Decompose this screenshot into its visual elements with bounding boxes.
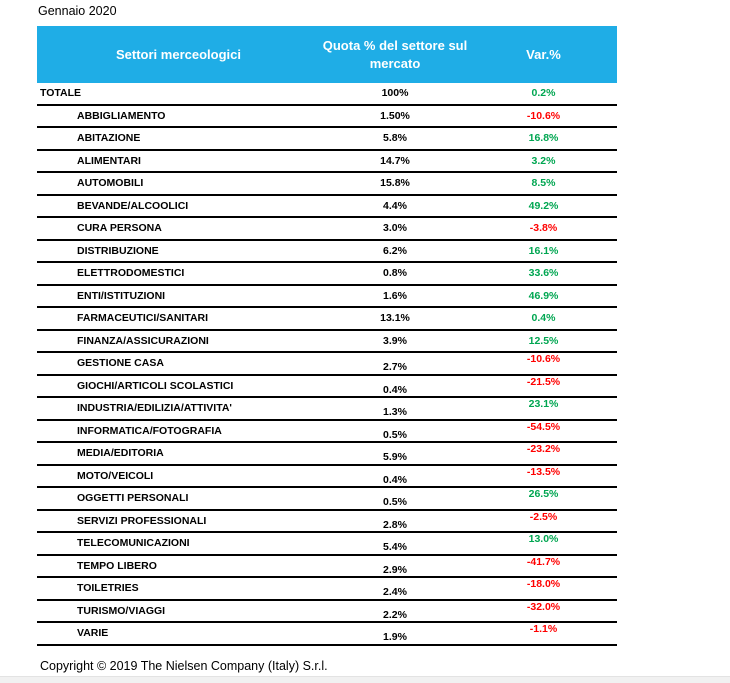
sector-quota-value: 6.2% bbox=[383, 244, 407, 257]
table-row bbox=[37, 263, 617, 286]
sector-name: ALIMENTARI bbox=[77, 154, 141, 167]
sector-name: BEVANDE/ALCOOLICI bbox=[77, 199, 189, 212]
table-row bbox=[37, 466, 617, 489]
sector-name: TELECOMUNICAZIONI bbox=[77, 537, 190, 550]
sector-name: TURISMO/VIAGGI bbox=[77, 604, 166, 617]
sector-var-value: 26.5% bbox=[528, 488, 559, 501]
sector-quota-value: 2.9% bbox=[383, 563, 407, 576]
table-row bbox=[37, 241, 617, 264]
sector-var-value: -54.5% bbox=[526, 420, 561, 433]
sector-var-value: -10.6% bbox=[526, 353, 561, 366]
table-header-row bbox=[37, 26, 617, 83]
table-row bbox=[37, 83, 617, 106]
table-row bbox=[37, 488, 617, 511]
table-row bbox=[37, 376, 617, 399]
sector-name: OGGETTI PERSONALI bbox=[77, 492, 189, 505]
sector-var-value: -21.5% bbox=[526, 375, 561, 388]
sector-var-value: -32.0% bbox=[526, 600, 561, 613]
table-row bbox=[37, 398, 617, 421]
sector-var-value: 12.5% bbox=[528, 334, 559, 347]
column-header-settori-merceologici: Settori merceologici bbox=[116, 46, 241, 62]
sector-var-value: 16.1% bbox=[528, 244, 559, 257]
sector-name: MOTO/VEICOLI bbox=[77, 469, 154, 482]
sector-name: GIOCHI/ARTICOLI SCOLASTICI bbox=[77, 379, 234, 392]
sector-name: ENTI/ISTITUZIONI bbox=[77, 289, 166, 302]
sector-quota-value: 4.4% bbox=[383, 199, 407, 212]
sector-quota-value: 1.3% bbox=[383, 406, 407, 419]
table-row bbox=[37, 173, 617, 196]
sector-name: VARIE bbox=[77, 627, 109, 640]
sector-name: TEMPO LIBERO bbox=[77, 559, 157, 572]
sector-var-value: 0.2% bbox=[531, 87, 556, 100]
sector-quota-value: 2.8% bbox=[383, 518, 407, 531]
table-row bbox=[37, 128, 617, 151]
sector-name: ABBIGLIAMENTO bbox=[77, 109, 166, 122]
table-row bbox=[37, 511, 617, 534]
copyright-text: Copyright © 2019 The Nielsen Company (Italy) S.r.l. bbox=[40, 659, 328, 673]
sector-var-value: 8.5% bbox=[531, 177, 556, 190]
table-row bbox=[37, 623, 617, 646]
sector-quota-value: 2.7% bbox=[383, 361, 407, 374]
sector-var-value: 13.0% bbox=[528, 533, 559, 546]
sector-quota-value: 2.2% bbox=[383, 608, 407, 621]
sector-quota-value: 13.1% bbox=[380, 312, 410, 325]
sector-quota-value: 3.0% bbox=[383, 222, 407, 235]
sector-quota-value: 100% bbox=[381, 87, 409, 100]
sector-name: ABITAZIONE bbox=[77, 132, 141, 145]
bottom-strip bbox=[0, 676, 730, 683]
table-row bbox=[37, 601, 617, 624]
table-row bbox=[37, 218, 617, 241]
sector-var-value: 23.1% bbox=[528, 398, 559, 411]
table-row bbox=[37, 421, 617, 444]
sector-name: INFORMATICA/FOTOGRAFIA bbox=[77, 424, 222, 437]
sector-var-value: -1.1% bbox=[529, 623, 558, 636]
table-row bbox=[37, 578, 617, 601]
sector-quota-value: 1.6% bbox=[383, 289, 407, 302]
sector-name: FINANZA/ASSICURAZIONI bbox=[77, 334, 209, 347]
sector-quota-value: 5.9% bbox=[383, 451, 407, 464]
table-row bbox=[37, 533, 617, 556]
table-row bbox=[37, 331, 617, 354]
sector-quota-value: 0.4% bbox=[383, 473, 407, 486]
table-body bbox=[37, 83, 617, 646]
sector-quota-value: 15.8% bbox=[380, 177, 410, 190]
sector-name: TOILETRIES bbox=[77, 582, 139, 595]
sector-var-value: -10.6% bbox=[526, 109, 561, 122]
table-row bbox=[37, 151, 617, 174]
column-header-var-percent: Var.% bbox=[526, 46, 561, 62]
page-title: Gennaio 2020 bbox=[38, 4, 117, 18]
sector-name: FARMACEUTICI/SANITARI bbox=[77, 312, 209, 325]
sector-quota-value: 2.4% bbox=[383, 586, 407, 599]
table-row bbox=[37, 308, 617, 331]
sector-name: TOTALE bbox=[40, 87, 82, 100]
sector-name: SERVIZI PROFESSIONALI bbox=[77, 514, 207, 527]
sector-var-value: -41.7% bbox=[526, 555, 561, 568]
sector-quota-value: 0.8% bbox=[383, 267, 407, 280]
sector-var-value: -2.5% bbox=[529, 510, 558, 523]
sector-name: ELETTRODOMESTICI bbox=[77, 267, 185, 280]
table-row bbox=[37, 196, 617, 219]
table-row bbox=[37, 443, 617, 466]
sector-name: MEDIA/EDITORIA bbox=[77, 447, 164, 460]
sector-var-value: 46.9% bbox=[528, 289, 559, 302]
sector-var-value: -3.8% bbox=[529, 222, 558, 235]
sector-name: AUTOMOBILI bbox=[77, 177, 144, 190]
sector-quota-value: 0.5% bbox=[383, 428, 407, 441]
sector-name: INDUSTRIA/EDILIZIA/ATTIVITA' bbox=[77, 402, 232, 415]
sector-quota-value: 0.5% bbox=[383, 496, 407, 509]
sector-name: DISTRIBUZIONE bbox=[77, 244, 159, 257]
table-row bbox=[37, 106, 617, 129]
column-header-quota-percent: Quota % del settore sul mercato bbox=[322, 37, 468, 71]
sector-quota-value: 0.4% bbox=[383, 383, 407, 396]
sector-quota-value: 14.7% bbox=[380, 154, 410, 167]
sector-quota-value: 1.9% bbox=[383, 631, 407, 644]
table-row bbox=[37, 556, 617, 579]
sector-var-value: -13.5% bbox=[526, 465, 561, 478]
table-row bbox=[37, 286, 617, 309]
sector-quota-value: 3.9% bbox=[383, 334, 407, 347]
sector-var-value: 3.2% bbox=[531, 154, 556, 167]
sector-var-value: -18.0% bbox=[526, 578, 561, 591]
sector-var-value: -23.2% bbox=[526, 443, 561, 456]
sector-name: CURA PERSONA bbox=[77, 222, 162, 235]
table-row bbox=[37, 353, 617, 376]
sector-var-value: 33.6% bbox=[528, 267, 559, 280]
sectors-table bbox=[37, 26, 617, 646]
sector-var-value: 0.4% bbox=[531, 312, 556, 325]
sector-quota-value: 1.50% bbox=[380, 109, 410, 122]
sector-quota-value: 5.4% bbox=[383, 541, 407, 554]
sector-name: GESTIONE CASA bbox=[77, 357, 164, 370]
sector-var-value: 49.2% bbox=[528, 199, 559, 212]
sector-quota-value: 5.8% bbox=[383, 132, 407, 145]
sector-var-value: 16.8% bbox=[528, 132, 559, 145]
